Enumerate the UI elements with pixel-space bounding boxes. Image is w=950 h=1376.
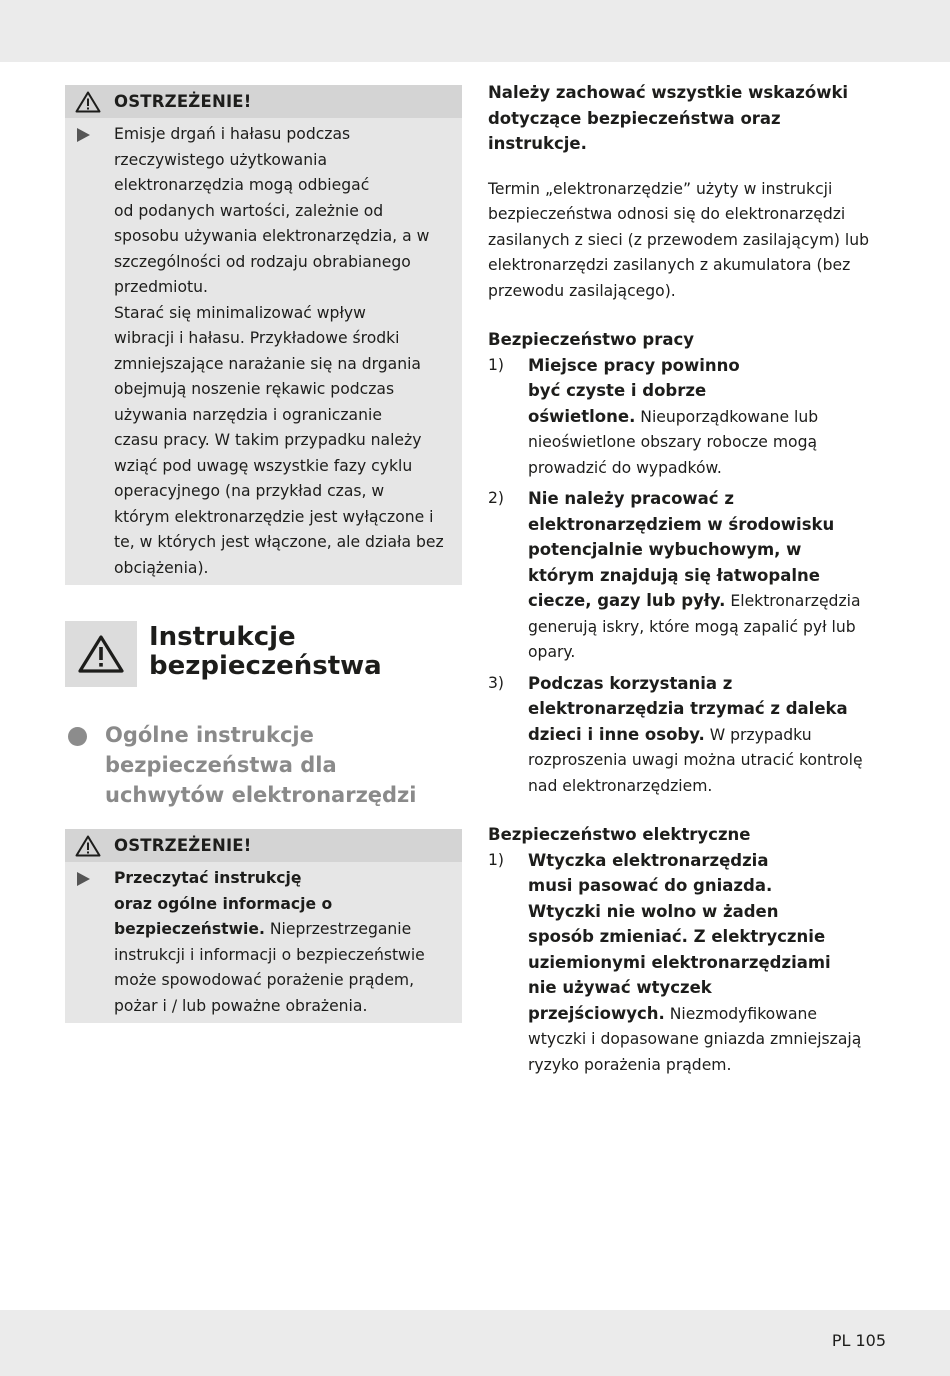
text-line: Należy zachować wszystkie wskazówki: [488, 83, 849, 102]
warning-header: [65, 85, 462, 118]
text-line: obejmują noszenie rękawic podczas: [114, 380, 395, 398]
text-line: rozproszenia uwagi można utracić kontrolę: [528, 751, 863, 769]
bottom-band: [0, 1310, 950, 1376]
text-line: rzeczywistego użytkowania: [114, 150, 327, 169]
top-band: [0, 0, 950, 62]
work-safety-heading: Bezpieczeństwo pracy: [488, 330, 695, 349]
list-item: [488, 671, 888, 800]
warning-header: [65, 829, 462, 862]
list-item: [488, 353, 888, 482]
bold-line: którym znajdują się łatwopalne: [528, 565, 820, 585]
bold-line: Nie należy pracować z: [528, 489, 734, 508]
list-text: [528, 848, 888, 1079]
warning-box-vibration: [65, 85, 462, 585]
subsection-heading: [65, 720, 462, 810]
text-line: elektronarzędzi zasilanych z akumulatora (bez: [488, 256, 851, 274]
arrow-bullet-icon: [77, 128, 90, 142]
text-line: nieoświetlone obszary robocze mogą: [528, 433, 818, 451]
bold-line: Wtyczka elektronarzędzia: [528, 850, 769, 870]
text-line: [528, 588, 888, 615]
text-line: od podanych wartości, zależnie od: [114, 201, 384, 220]
bold-text: oświetlone.: [528, 406, 636, 426]
bold-line: Wtyczki nie wolno w żaden: [528, 901, 779, 921]
text-line: opary.: [528, 643, 576, 661]
text-line: elektronarzędzia mogą odbiegać: [114, 176, 370, 194]
text-line: generują iskry, które mogą zapalić pył lub: [528, 617, 856, 636]
intro-paragraph: [488, 80, 888, 157]
text-line: zmniejszające narażanie się na drgania: [114, 354, 421, 373]
text-span: W przypadku: [704, 725, 812, 744]
list-item: [488, 848, 888, 1079]
text-line: wibracji i hałasu. Przykładowe środki: [114, 329, 400, 347]
section-title: [149, 623, 382, 681]
warning-body: [65, 118, 462, 585]
list-number: 3): [488, 673, 505, 692]
text-line: operacyjnego (na przykład czas, w: [114, 482, 385, 500]
text-line: czasu pracy. W takim przypadku należy: [114, 431, 422, 449]
bold-line: potencjalnie wybuchowym, w: [528, 540, 802, 559]
text-line: którym elektronarzędzie jest wyłączone i: [114, 507, 434, 526]
subsection-title: [105, 720, 416, 810]
bold-line: uziemionymi elektronarzędziami: [528, 952, 831, 972]
text-line: Przeczytać instrukcję: [114, 869, 302, 887]
bold-text: ciecze, gazy lub pyły.: [528, 591, 726, 610]
text-line: [528, 722, 888, 749]
text-line: używania narzędzia i ograniczanie: [114, 405, 382, 424]
page-number: PL 105: [831, 1331, 886, 1350]
bold-line: być czyste i dobrze: [528, 381, 707, 400]
text-line: wtyczki i dopasowane gniazda zmniejszają: [528, 1030, 862, 1048]
bold-text: bezpieczeństwie.: [114, 920, 265, 938]
text-line: bezpieczeństwa odnosi się do elektronarzędzi: [488, 205, 846, 223]
bold-text: przejściowych.: [528, 1003, 665, 1023]
text-line: te, w których jest włączone, ale działa bez: [114, 533, 444, 551]
text-line: nad elektronarzędziem.: [528, 776, 713, 795]
text-line: Starać się minimalizować wpływ: [114, 303, 366, 322]
text-line: szczególności od rodzaju obrabianego: [114, 252, 411, 271]
text-span: Niezmodyfikowane: [664, 1004, 818, 1023]
bold-line: Miejsce pracy powinno: [528, 355, 740, 375]
bold-line: nie używać wtyczek: [528, 978, 712, 997]
warning-title: OSTRZEŻENIE!: [114, 836, 252, 855]
text-line: instrukcje.: [488, 134, 587, 153]
warning-triangle-icon: [75, 835, 101, 857]
text-line: [528, 1001, 888, 1028]
warning-box-read-instructions: [65, 829, 462, 1023]
right-column: [488, 80, 888, 1078]
bold-line: sposób zmieniać. Z elektrycznie: [528, 927, 826, 946]
text-line: [114, 917, 425, 943]
list-number: 2): [488, 489, 505, 507]
text-line: prowadzić do wypadków.: [528, 458, 722, 477]
bullet-dot-icon: [68, 727, 87, 746]
bold-line: musi pasować do gniazda.: [528, 876, 773, 895]
bold-line: elektronarzędziem w środowisku: [528, 514, 835, 534]
text-line: sposobu używania elektronarzędzia, a w: [114, 227, 430, 245]
section-icon-box: [65, 621, 137, 687]
text-line: Termin „elektronarzędzie” użyty w instrukcji: [488, 179, 833, 198]
text-line: pożar i / lub poważne obrażenia.: [114, 996, 368, 1015]
electrical-safety-heading: Bezpieczeństwo elektryczne: [488, 825, 751, 844]
text-line: ryzyko porażenia prądem.: [528, 1055, 732, 1074]
list-text: [528, 671, 888, 800]
text-line: przedmiotu.: [114, 278, 209, 296]
section-title-line: Instrukcje: [149, 622, 296, 652]
list-text: [528, 486, 888, 666]
left-column: [65, 85, 462, 1023]
text-span: Nieprzestrzeganie: [264, 920, 412, 938]
subsection-title-line: bezpieczeństwa dla: [105, 753, 337, 777]
subsection-title-line: Ogólne instrukcje: [105, 723, 314, 747]
text-line: wziąć pod uwagę wszystkie fazy cyklu: [114, 456, 413, 475]
section-title-line: bezpieczeństwa: [149, 651, 382, 681]
subsection-title-line: uchwytów elektronarzędzi: [105, 783, 417, 807]
text-line: obciążenia).: [114, 558, 209, 577]
warning-triangle-icon: [77, 634, 125, 674]
text-line: instrukcji i informacji o bezpieczeństwie: [114, 945, 425, 964]
text-line: oraz ogólne informacje o: [114, 894, 333, 913]
text-line: może spowodować porażenie prądem,: [114, 971, 415, 989]
arrow-bullet-icon: [77, 872, 90, 886]
list-item: [488, 486, 888, 666]
text-line: Emisje drgań i hałasu podczas: [114, 125, 351, 143]
warning-text: [114, 122, 444, 581]
bold-line: Podczas korzystania z: [528, 673, 733, 693]
warning-text: [114, 866, 425, 1019]
text-line: zasilanych z sieci (z przewodem zasilającym) lub: [488, 230, 870, 249]
warning-title: OSTRZEŻENIE!: [114, 92, 252, 111]
warning-triangle-icon: [75, 91, 101, 113]
bold-line: elektronarzędzia trzymać z daleka: [528, 699, 848, 718]
bold-text: dzieci i inne osoby.: [528, 724, 705, 744]
list-number: 1): [488, 850, 505, 869]
warning-body: [65, 862, 462, 1023]
text-span: Nieuporządkowane lub: [635, 407, 819, 426]
text-line: dotyczące bezpieczeństwa oraz: [488, 108, 781, 128]
text-span: Elektronarzędzia: [725, 592, 861, 610]
section-heading: [65, 621, 462, 687]
text-line: przewodu zasilającego).: [488, 281, 676, 300]
list-text: [528, 353, 888, 482]
term-paragraph: [488, 177, 888, 305]
list-number: 1): [488, 355, 505, 374]
text-line: [528, 404, 888, 431]
